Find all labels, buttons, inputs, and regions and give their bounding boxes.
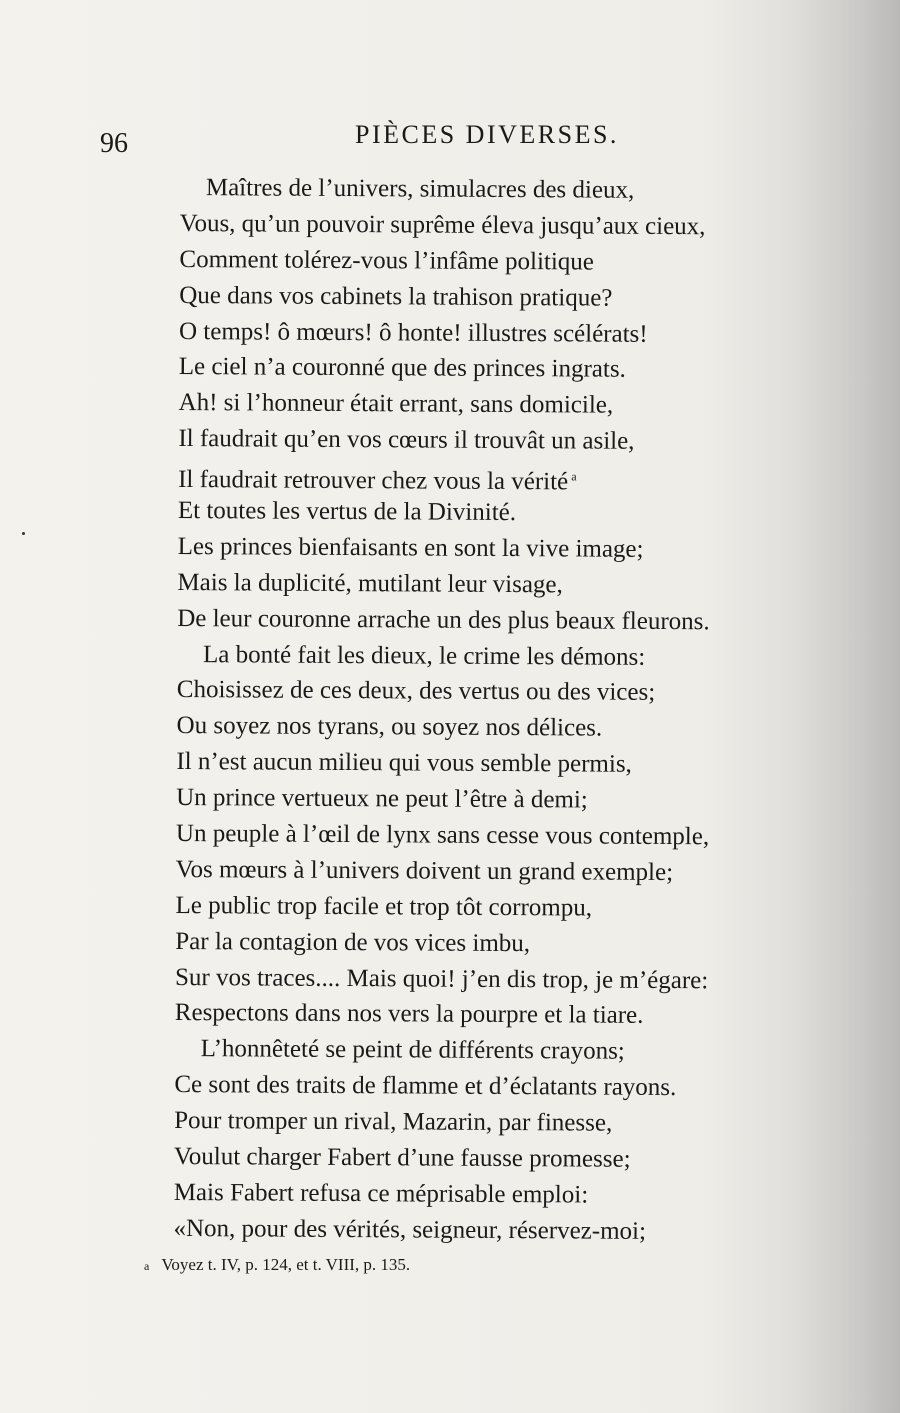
paper-speck [22, 532, 25, 535]
verse-line: Voulut charger Fabert d’une fausse promesse; [173, 1143, 631, 1173]
verse-line: L’honnêteté se peint de différents crayons; [200, 1035, 625, 1066]
verse-line: De leur couronne arrache un des plus beaux fleurons. [177, 604, 710, 635]
footnote-marker: a [144, 1259, 150, 1273]
verse-line: Un prince vertueux ne peut l’être à demi; [176, 784, 588, 814]
verse-line: Maîtres de l’univers, simulacres des dieux, [205, 174, 635, 204]
verse-line: Respectons dans nos vers la pourpre et la tiare. [174, 999, 644, 1030]
verse-text: Il faudrait retrouver chez vous la vérité [178, 466, 569, 496]
verse-line: Et toutes les vertus de la Divinité. [177, 497, 517, 527]
verse-line: O temps! ô mœurs! ô honte! illustres scélérats! [178, 317, 648, 348]
verse-line: «Non, pour des vérités, seigneur, réservez-moi; [173, 1214, 647, 1245]
verse-line: Comment tolérez-vous l’infâme politique [179, 245, 595, 276]
verse-line: Ce sont des traits de flamme et d’éclatants rayons. [174, 1071, 677, 1102]
footnote-reference: a [571, 469, 577, 484]
verse-line: La bonté fait les dieux, le crime les démons: [202, 640, 646, 671]
verse-line: Vos mœurs à l’univers doivent un grand exemple; [175, 855, 674, 886]
footnote [144, 1255, 410, 1275]
verse-line: Choisissez de ces deux, des vertus ou des vices; [176, 676, 656, 707]
poem [173, 170, 840, 1251]
verse-line: Le ciel n’a couronné que des princes ingrats. [178, 353, 626, 384]
verse-line: Mais la duplicité, mutilant leur visage, [177, 568, 563, 599]
footnote-text: Voyez t. IV, p. 124, et t. VIII, p. 135. [161, 1255, 411, 1274]
verse-line: Sur vos traces.... Mais quoi! j’en dis trop, je m’égare: [174, 963, 709, 994]
verse-line: Il n’est aucun milieu qui vous semble permis, [176, 748, 632, 779]
verse-line: Le public trop facile et trop tôt corrompu, [175, 891, 593, 922]
page-number: 96 [100, 128, 128, 159]
verse-line: Un peuple à l’œil de lynx sans cesse vous contemple, [175, 820, 710, 851]
verse-line: Les princes bienfaisants en sont la vive image; [177, 532, 644, 563]
verse-line: Ou soyez nos tyrans, ou soyez nos délices. [176, 712, 603, 742]
running-head: PIÈCES DIVERSES. [355, 120, 619, 149]
verse-line: Par la contagion de vos vices imbu, [175, 927, 531, 957]
verse-line-with-note [178, 457, 838, 497]
verse-line: Ah! si l’honneur était errant, sans domicile, [178, 389, 614, 419]
verse-line: Il faudrait qu’en vos cœurs il trouvât un asile, [178, 425, 635, 456]
verse-line: Que dans vos cabinets la trahison pratique? [179, 281, 613, 312]
verse-line: Pour tromper un rival, Mazarin, par finesse, [174, 1107, 613, 1137]
verse-line: Vous, qu’un pouvoir suprême éleva jusqu’aux cieux, [179, 209, 706, 241]
verse-line: Mais Fabert refusa ce méprisable emploi: [173, 1178, 589, 1209]
